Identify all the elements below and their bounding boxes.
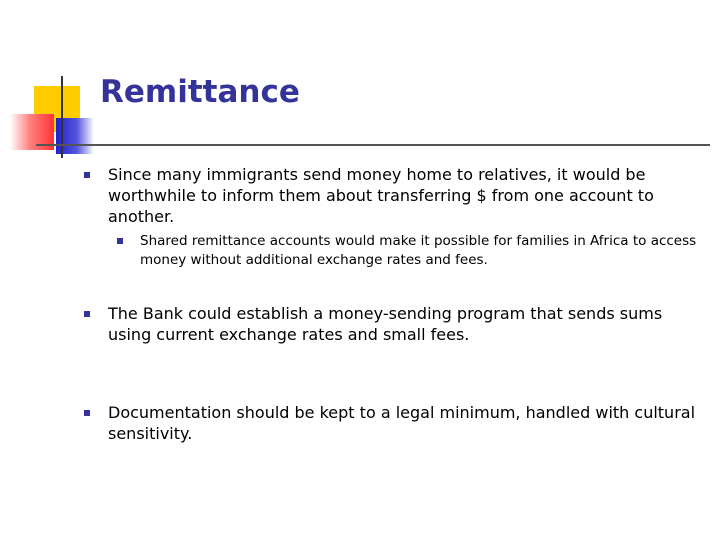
square-bullet-icon (117, 238, 123, 244)
bullet-text: Since many immigrants send money home to relatives, it would be worthwhile to inform them about transferring $ from one account to another. (108, 165, 654, 226)
sub-bullet-item-1 (117, 232, 700, 270)
bullet-text: The Bank could establish a money-sending program that sends sums using current exchange rates and small fees. (108, 304, 663, 344)
bullet-item-3 (84, 402, 708, 444)
square-bullet-icon (84, 410, 90, 416)
bullet-item-2 (84, 303, 708, 345)
sub-bullet-text: Shared remittance accounts would make it possible for families in Africa to access money without additional exchange rates and fees. (140, 233, 697, 268)
bullet-text: Documentation should be kept to a legal minimum, handled with cultural sensitivity. (108, 403, 696, 443)
square-bullet-icon (84, 172, 90, 178)
square-bullet-icon (84, 311, 90, 317)
bullet-item-1 (84, 164, 708, 227)
title-divider-line (36, 144, 710, 146)
slide-title: Remittance (100, 74, 300, 110)
